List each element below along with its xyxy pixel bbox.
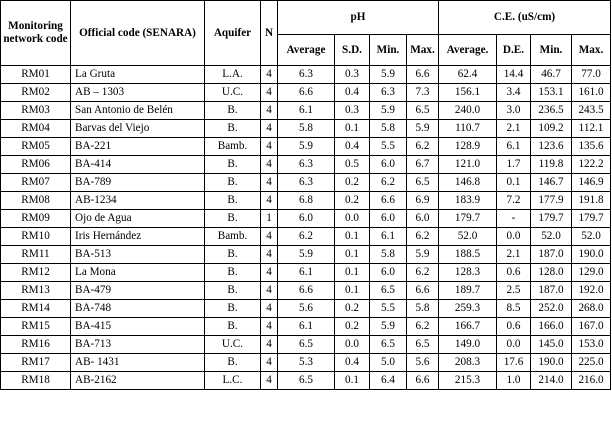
table-row [1,120,611,138]
table-row [1,102,611,120]
cell-network-code: RM11 [1,246,71,264]
cell-n: 4 [261,120,278,138]
cell-network-code: RM09 [1,210,71,228]
cell-ce-average: 208.3 [439,354,497,372]
cell-ce-max: 135.6 [572,138,611,156]
cell-aquifer: Bamb. [205,138,261,156]
cell-ce-de: 1.0 [497,372,531,390]
cell-ph-average: 5.3 [278,354,335,372]
cell-network-code: RM15 [1,318,71,336]
cell-aquifer: B. [205,174,261,192]
cell-ce-de: 2.1 [497,120,531,138]
cell-ph-sd: 0.1 [335,264,370,282]
cell-ph-average: 6.1 [278,264,335,282]
cell-ce-max: 225.0 [572,354,611,372]
cell-ph-min: 6.0 [370,210,407,228]
cell-aquifer: B. [205,354,261,372]
cell-ph-average: 5.9 [278,246,335,264]
cell-ce-min: 214.0 [531,372,572,390]
table-row [1,66,611,84]
cell-ph-sd: 0.4 [335,354,370,372]
cell-ce-de: 14.4 [497,66,531,84]
table-row [1,354,611,372]
cell-ce-max: 216.0 [572,372,611,390]
cell-ce-min: 179.7 [531,210,572,228]
cell-aquifer: U.C. [205,84,261,102]
cell-ce-average: 259.3 [439,300,497,318]
cell-ce-average: 183.9 [439,192,497,210]
cell-network-code: RM06 [1,156,71,174]
cell-ph-sd: 0.2 [335,318,370,336]
cell-aquifer: B. [205,264,261,282]
cell-ce-de: 1.7 [497,156,531,174]
table-row [1,372,611,390]
cell-ph-sd: 0.2 [335,192,370,210]
table-row [1,174,611,192]
cell-ph-min: 5.9 [370,318,407,336]
table-row [1,336,611,354]
table-row [1,84,611,102]
cell-ce-average: 128.9 [439,138,497,156]
table-row [1,246,611,264]
cell-ph-max: 6.5 [407,102,439,120]
cell-ph-average: 6.0 [278,210,335,228]
cell-ph-min: 5.9 [370,66,407,84]
cell-ce-min: 166.0 [531,318,572,336]
cell-ph-max: 5.6 [407,354,439,372]
cell-ce-de: 2.5 [497,282,531,300]
cell-n: 4 [261,156,278,174]
cell-ph-average: 6.1 [278,318,335,336]
table-row [1,192,611,210]
cell-ph-min: 5.5 [370,300,407,318]
header-n: N [261,1,278,66]
cell-ph-average: 6.6 [278,84,335,102]
table-row [1,300,611,318]
header-ph-min: Min. [370,35,407,66]
cell-ph-sd: 0.2 [335,300,370,318]
cell-n: 4 [261,354,278,372]
cell-network-code: RM08 [1,192,71,210]
cell-ph-sd: 0.0 [335,210,370,228]
cell-official-code: AB – 1303 [71,84,205,102]
cell-n: 4 [261,228,278,246]
cell-ph-min: 6.5 [370,282,407,300]
cell-ph-min: 6.4 [370,372,407,390]
cell-network-code: RM17 [1,354,71,372]
cell-ph-average: 5.6 [278,300,335,318]
table-row [1,264,611,282]
cell-official-code: Barvas del Viejo [71,120,205,138]
table-body [1,66,611,390]
cell-ce-de: 8.5 [497,300,531,318]
cell-official-code: BA-513 [71,246,205,264]
cell-ph-min: 5.8 [370,120,407,138]
cell-ce-max: 129.0 [572,264,611,282]
cell-ph-max: 6.2 [407,318,439,336]
cell-ph-min: 6.1 [370,228,407,246]
cell-ph-max: 6.2 [407,228,439,246]
cell-ce-min: 109.2 [531,120,572,138]
cell-aquifer: L.C. [205,372,261,390]
cell-ce-max: 190.0 [572,246,611,264]
cell-ph-sd: 0.3 [335,102,370,120]
cell-official-code: BA-415 [71,318,205,336]
cell-ce-de: 0.6 [497,264,531,282]
cell-ce-min: 187.0 [531,282,572,300]
cell-ce-de: - [497,210,531,228]
cell-ph-max: 6.6 [407,282,439,300]
cell-ph-average: 6.2 [278,228,335,246]
cell-ph-sd: 0.1 [335,228,370,246]
cell-aquifer: L.A. [205,66,261,84]
cell-ce-min: 252.0 [531,300,572,318]
cell-ph-min: 6.3 [370,84,407,102]
cell-ph-max: 5.8 [407,300,439,318]
cell-ph-sd: 0.4 [335,84,370,102]
cell-official-code: BA-713 [71,336,205,354]
cell-aquifer: B. [205,300,261,318]
cell-ce-min: 145.0 [531,336,572,354]
cell-network-code: RM16 [1,336,71,354]
cell-n: 1 [261,210,278,228]
cell-n: 4 [261,66,278,84]
cell-ph-average: 6.3 [278,66,335,84]
cell-ph-min: 5.8 [370,246,407,264]
cell-aquifer: B. [205,156,261,174]
cell-ce-average: 240.0 [439,102,497,120]
header-ph: pH [278,1,439,35]
cell-ce-max: 179.7 [572,210,611,228]
cell-ce-average: 149.0 [439,336,497,354]
cell-n: 4 [261,192,278,210]
cell-official-code: BA-789 [71,174,205,192]
cell-ce-min: 146.7 [531,174,572,192]
cell-ph-max: 6.5 [407,336,439,354]
cell-ce-average: 52.0 [439,228,497,246]
cell-ce-de: 7.2 [497,192,531,210]
table-row [1,282,611,300]
cell-network-code: RM04 [1,120,71,138]
cell-ph-sd: 0.1 [335,246,370,264]
cell-ph-sd: 0.1 [335,120,370,138]
cell-ph-average: 6.5 [278,372,335,390]
cell-aquifer: B. [205,102,261,120]
cell-n: 4 [261,318,278,336]
cell-ce-min: 177.9 [531,192,572,210]
cell-ce-max: 112.1 [572,120,611,138]
cell-n: 4 [261,264,278,282]
header-aquifer: Aquifer [205,1,261,66]
cell-official-code: AB- 1431 [71,354,205,372]
cell-official-code: BA-479 [71,282,205,300]
cell-n: 4 [261,84,278,102]
cell-ce-average: 121.0 [439,156,497,174]
cell-ce-average: 166.7 [439,318,497,336]
cell-ce-average: 179.7 [439,210,497,228]
cell-official-code: BA-748 [71,300,205,318]
cell-ph-max: 6.2 [407,264,439,282]
cell-ph-max: 6.9 [407,192,439,210]
cell-network-code: RM18 [1,372,71,390]
cell-ce-min: 187.0 [531,246,572,264]
cell-ph-sd: 0.5 [335,156,370,174]
cell-ph-sd: 0.4 [335,138,370,156]
cell-ce-min: 236.5 [531,102,572,120]
cell-official-code: BA-414 [71,156,205,174]
cell-ce-max: 153.0 [572,336,611,354]
cell-ph-average: 5.8 [278,120,335,138]
cell-ph-sd: 0.1 [335,372,370,390]
cell-ce-average: 189.7 [439,282,497,300]
cell-ce-max: 167.0 [572,318,611,336]
cell-ce-de: 3.4 [497,84,531,102]
cell-aquifer: B. [205,210,261,228]
cell-network-code: RM12 [1,264,71,282]
cell-ph-max: 6.6 [407,66,439,84]
table-row [1,156,611,174]
cell-network-code: RM05 [1,138,71,156]
cell-network-code: RM10 [1,228,71,246]
cell-ce-average: 146.8 [439,174,497,192]
cell-ce-de: 3.0 [497,102,531,120]
table-row [1,210,611,228]
cell-network-code: RM07 [1,174,71,192]
cell-ph-min: 6.0 [370,156,407,174]
cell-network-code: RM13 [1,282,71,300]
cell-ph-sd: 0.0 [335,336,370,354]
cell-ph-max: 6.6 [407,372,439,390]
cell-network-code: RM03 [1,102,71,120]
cell-network-code: RM01 [1,66,71,84]
cell-official-code: AB-1234 [71,192,205,210]
cell-network-code: RM14 [1,300,71,318]
cell-aquifer: B. [205,246,261,264]
cell-ce-min: 128.0 [531,264,572,282]
header-ce-de: D.E. [497,35,531,66]
cell-ph-average: 6.3 [278,174,335,192]
table-row [1,228,611,246]
cell-ph-max: 6.0 [407,210,439,228]
cell-ce-min: 46.7 [531,66,572,84]
cell-n: 4 [261,372,278,390]
cell-n: 4 [261,336,278,354]
cell-network-code: RM02 [1,84,71,102]
header-ce: C.E. (uS/cm) [439,1,611,35]
cell-n: 4 [261,300,278,318]
cell-ph-average: 6.3 [278,156,335,174]
cell-ce-max: 243.5 [572,102,611,120]
header-ph-max: Max. [407,35,439,66]
cell-official-code: AB-2162 [71,372,205,390]
cell-official-code: La Gruta [71,66,205,84]
header-ce-max: Max. [572,35,611,66]
cell-official-code: BA-221 [71,138,205,156]
cell-ph-min: 6.2 [370,174,407,192]
cell-ph-average: 6.5 [278,336,335,354]
cell-ph-max: 7.3 [407,84,439,102]
cell-aquifer: U.C. [205,336,261,354]
cell-n: 4 [261,174,278,192]
cell-ce-de: 17.6 [497,354,531,372]
cell-n: 4 [261,246,278,264]
header-ph-sd: S.D. [335,35,370,66]
cell-ce-average: 156.1 [439,84,497,102]
cell-aquifer: B. [205,192,261,210]
cell-ph-sd: 0.2 [335,174,370,192]
cell-ce-de: 0.6 [497,318,531,336]
cell-ce-de: 6.1 [497,138,531,156]
cell-ce-de: 0.1 [497,174,531,192]
cell-ph-min: 5.0 [370,354,407,372]
cell-ce-max: 122.2 [572,156,611,174]
cell-ph-max: 6.7 [407,156,439,174]
header-ph-average: Average [278,35,335,66]
cell-ce-min: 52.0 [531,228,572,246]
cell-ce-max: 52.0 [572,228,611,246]
cell-ph-min: 6.6 [370,192,407,210]
table-row [1,318,611,336]
cell-ce-max: 77.0 [572,66,611,84]
cell-ph-average: 6.8 [278,192,335,210]
cell-ph-average: 5.9 [278,138,335,156]
header-network-code: Monitoring network code [1,1,71,66]
header-official-code: Official code (SENARA) [71,1,205,66]
cell-ph-sd: 0.1 [335,282,370,300]
cell-ph-min: 5.5 [370,138,407,156]
cell-ce-de: 2.1 [497,246,531,264]
cell-ce-average: 62.4 [439,66,497,84]
cell-ce-max: 192.0 [572,282,611,300]
cell-official-code: San Antonio de Belén [71,102,205,120]
cell-ph-min: 5.9 [370,102,407,120]
cell-ce-average: 215.3 [439,372,497,390]
cell-ce-min: 190.0 [531,354,572,372]
cell-ce-average: 128.3 [439,264,497,282]
table-row [1,138,611,156]
cell-aquifer: B. [205,120,261,138]
cell-ph-min: 6.0 [370,264,407,282]
cell-ce-max: 191.8 [572,192,611,210]
cell-ph-max: 6.2 [407,138,439,156]
cell-ce-de: 0.0 [497,228,531,246]
cell-ce-max: 146.9 [572,174,611,192]
cell-ce-average: 188.5 [439,246,497,264]
header-ce-min: Min. [531,35,572,66]
cell-ce-min: 153.1 [531,84,572,102]
cell-ph-average: 6.6 [278,282,335,300]
cell-ph-max: 6.5 [407,174,439,192]
cell-ce-max: 268.0 [572,300,611,318]
cell-ce-min: 119.8 [531,156,572,174]
cell-ph-max: 5.9 [407,246,439,264]
cell-official-code: Iris Hernández [71,228,205,246]
cell-official-code: Ojo de Agua [71,210,205,228]
cell-ce-max: 161.0 [572,84,611,102]
cell-aquifer: B. [205,282,261,300]
cell-aquifer: Bamb. [205,228,261,246]
cell-ph-min: 6.5 [370,336,407,354]
cell-ph-average: 6.1 [278,102,335,120]
cell-n: 4 [261,282,278,300]
cell-ph-max: 5.9 [407,120,439,138]
cell-n: 4 [261,138,278,156]
cell-ce-average: 110.7 [439,120,497,138]
cell-ph-sd: 0.3 [335,66,370,84]
cell-aquifer: B. [205,318,261,336]
table-header [1,1,611,66]
cell-ce-de: 0.0 [497,336,531,354]
cell-ce-min: 123.6 [531,138,572,156]
header-ce-average: Average. [439,35,497,66]
cell-official-code: La Mona [71,264,205,282]
cell-n: 4 [261,102,278,120]
